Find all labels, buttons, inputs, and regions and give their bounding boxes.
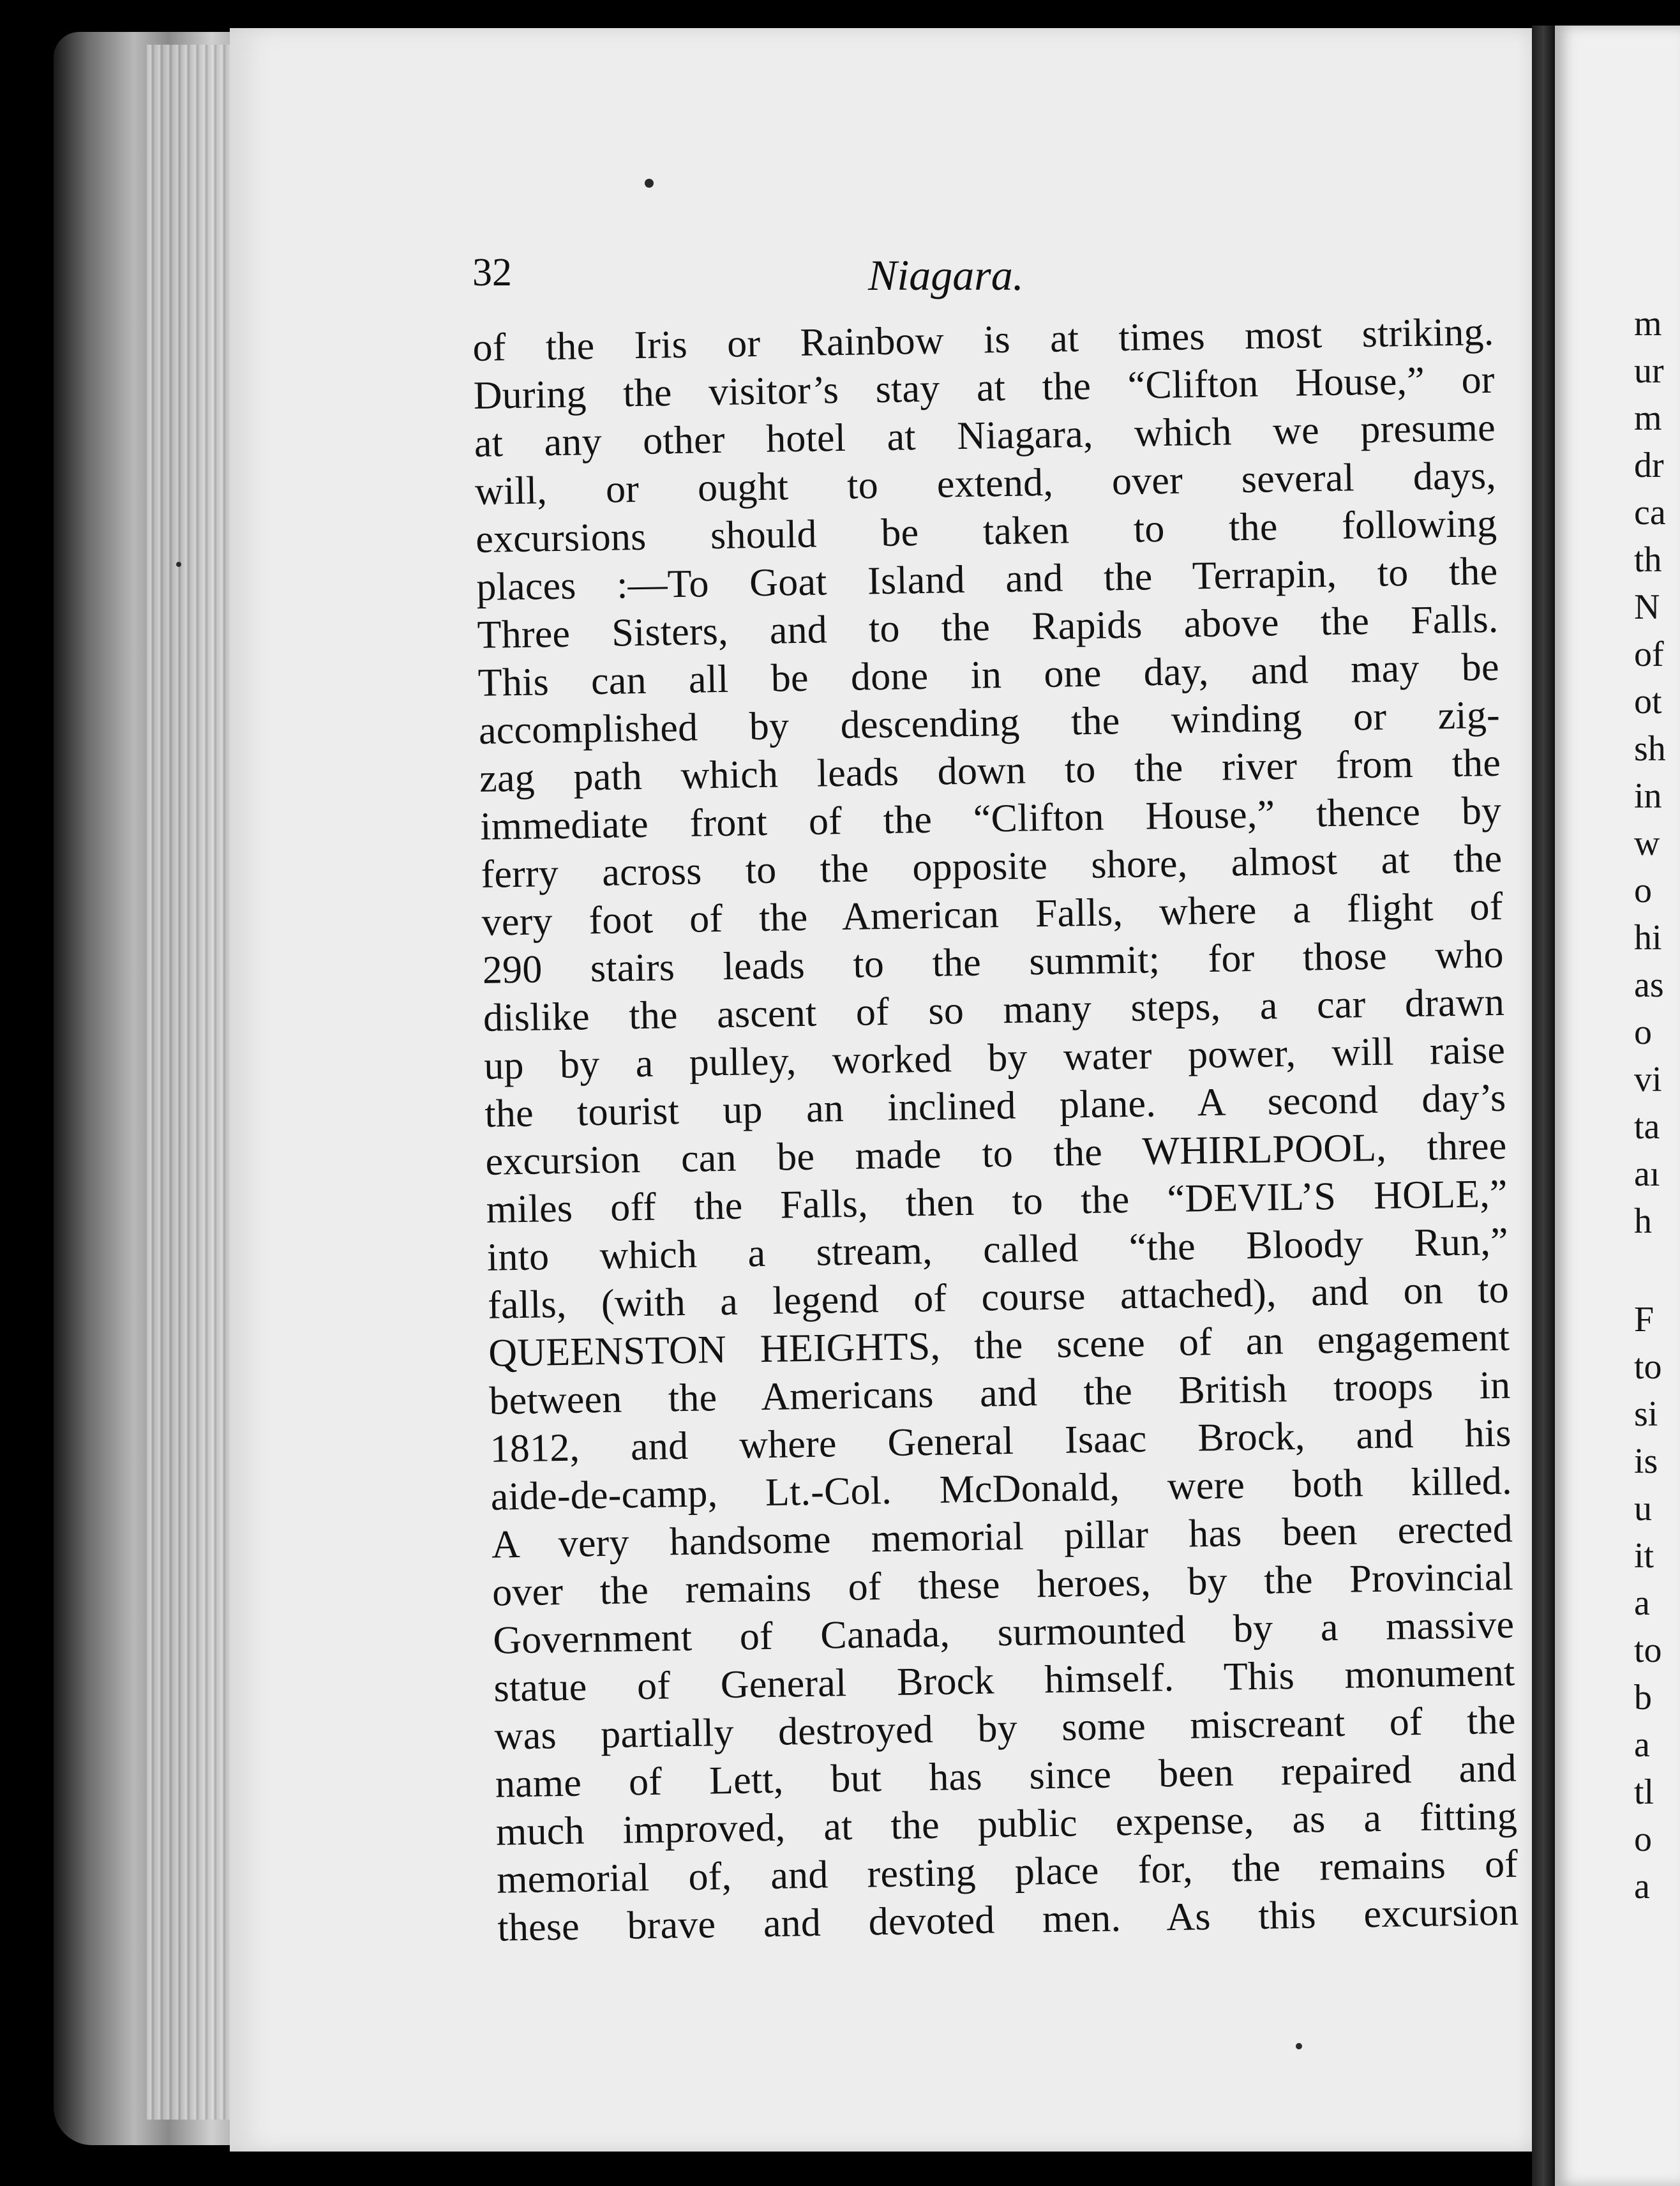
facing-page-fragment: th — [1634, 540, 1662, 580]
facing-page-fragment: a — [1634, 1583, 1650, 1623]
facing-page-fragment: as — [1634, 965, 1664, 1005]
facing-page-fragment: tl — [1634, 1772, 1654, 1812]
text-line: into which a stream, called “the Bloody Run,” — [486, 1219, 1509, 1279]
text-line: much improved, at the public expense, as a fitting — [495, 1794, 1518, 1854]
text-line: very foot of the American Falls, where a flight of — [481, 884, 1504, 944]
running-head: Niagara. — [868, 251, 1024, 299]
text-line: up by a pulley, worked by water power, will raise — [483, 1028, 1506, 1088]
text-line: QUEENSTON HEIGHTS, the scene of an engagement — [488, 1315, 1510, 1375]
text-line: will, or ought to extend, over several days, — [474, 453, 1497, 513]
facing-page-fragment: m — [1634, 304, 1662, 343]
facing-page-fragment: to — [1634, 1347, 1662, 1387]
text-line: aide-de-camp, Lt.-Col. McDonald, were both killed. — [490, 1459, 1513, 1519]
book-gutter — [1532, 26, 1555, 2186]
body-text — [472, 308, 1519, 1952]
facing-page-fragment: o — [1634, 871, 1652, 910]
text-line: 290 stairs leads to the summit; for those who — [482, 932, 1504, 992]
text-line: falls, (with a legend of course attached), and on to — [487, 1267, 1510, 1327]
text-line: During the visitor’s stay at the “Clifton House,” or — [473, 358, 1496, 418]
text-line: A very handsome memorial pillar has been erected — [491, 1507, 1513, 1567]
speck — [645, 179, 654, 188]
facing-page-fragment: is — [1634, 1442, 1658, 1481]
page-header — [472, 250, 1494, 308]
facing-page-fragment: h — [1634, 1202, 1652, 1241]
text-line: dislike the ascent of so many steps, a car drawn — [483, 980, 1505, 1040]
text-line: at any other hotel at Niagara, which we presume — [474, 405, 1496, 465]
facing-page-fragment: w — [1634, 824, 1660, 863]
facing-page-fragment: m — [1634, 398, 1662, 438]
facing-page-fragment: to — [1634, 1631, 1662, 1670]
facing-page-fragment: a — [1634, 1725, 1650, 1765]
facing-page-fragment: dr — [1634, 446, 1664, 485]
text-line: the tourist up an inclined plane. A second day’s — [484, 1076, 1506, 1136]
facing-page-fragment: F — [1634, 1300, 1654, 1339]
page-number: 32 — [472, 251, 512, 294]
facing-page-fragment: in — [1634, 776, 1662, 816]
text-line: miles off the Falls, then to the “DEVIL’S HOLE,” — [486, 1172, 1508, 1232]
text-line: memorial of, and resting place for, the remains of — [496, 1842, 1519, 1902]
text-line: over the remains of these heroes, by the Provincial — [491, 1555, 1514, 1615]
text-line: these brave and devoted men. As this excursion — [497, 1890, 1519, 1950]
facing-page-text — [1634, 300, 1680, 1910]
text-line: of the Iris or Rainbow is at times most striking. — [472, 310, 1494, 370]
facing-page-fragment: ca — [1634, 493, 1666, 532]
text-line: This can all be done in one day, and may be — [477, 645, 1500, 705]
text-line: places :—To Goat Island and the Terrapin, to the — [476, 549, 1498, 609]
text-line: Three Sisters, and to the Rapids above the Falls. — [477, 597, 1499, 657]
facing-page-fragment: si — [1634, 1394, 1658, 1434]
text-line: Government of Canada, surmounted by a massive — [492, 1602, 1515, 1662]
facing-page-fragment: u — [1634, 1489, 1652, 1528]
speck — [176, 562, 181, 567]
facing-page-fragment: N — [1634, 587, 1660, 627]
text-line: 1812, and where General Isaac Brock, and his — [490, 1411, 1512, 1471]
facing-page-fragment: it — [1634, 1536, 1654, 1576]
facing-page-fragment: hi — [1634, 918, 1662, 958]
facing-page-fragment: of — [1634, 635, 1664, 674]
text-line: name of Lett, but has since been repaired and — [495, 1746, 1517, 1806]
speck — [1296, 2043, 1302, 2049]
text-line: ferry across to the opposite shore, almost at the — [481, 836, 1503, 896]
facing-page-fragment: a — [1634, 1867, 1650, 1906]
text-line: immediate front of the “Clifton House,” thence by — [479, 788, 1502, 848]
facing-page-fragment: ur — [1634, 351, 1664, 391]
text-line: statue of General Brock himself. This monument — [493, 1650, 1515, 1710]
facing-page-fragment: aı — [1634, 1154, 1660, 1194]
text-line: accomplished by descending the winding or zig- — [478, 693, 1501, 753]
facing-page-fragment: o — [1634, 1820, 1652, 1859]
facing-page-fragment: b — [1634, 1678, 1652, 1717]
text-line: between the Americans and the British troops in — [488, 1363, 1511, 1423]
text-line: excursions should be taken to the following — [475, 501, 1497, 561]
facing-page-fragment: vi — [1634, 1060, 1662, 1099]
text-line: excursion can be made to the WHIRLPOOL, three — [485, 1124, 1507, 1184]
text-line: was partially destroyed by some miscreant of the — [494, 1698, 1517, 1758]
facing-page-fragment: sh — [1634, 729, 1666, 769]
facing-page-fragment: o — [1634, 1013, 1652, 1052]
text-line: zag path which leads down to the river from the — [479, 741, 1501, 801]
facing-page-fragment: ta — [1634, 1107, 1660, 1147]
facing-page-fragment: ot — [1634, 682, 1662, 721]
